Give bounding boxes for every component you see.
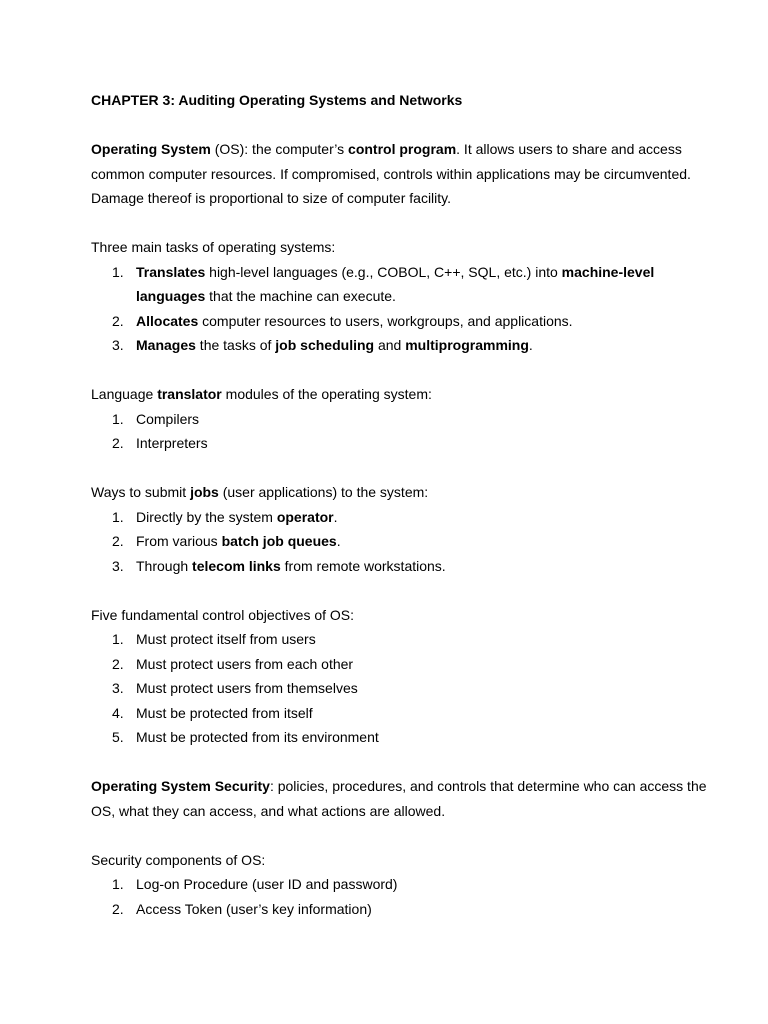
translator-section [91,382,708,456]
jobs-section [91,480,708,578]
list-item: 2. Allocates computer resources to users, workgroups, and applications. [112,312,573,329]
objectives-list [91,627,708,750]
translator-heading: Language translator modules of the operating system: [91,386,432,402]
jobs-list [91,505,708,579]
chapter-title: CHAPTER 3: Auditing Operating Systems and Networks [91,92,463,108]
security-term: Operating System Security [91,778,270,794]
list-item: 2. Access Token (user’s key information) [112,900,372,917]
list-item: 2. Must protect users from each other [112,655,354,672]
jobs-heading: Ways to submit jobs (user applications) to the system: [91,484,429,500]
list-item: 1. Must protect itself from users [112,631,316,647]
tasks-list [91,260,708,358]
list-item: 5. Must be protected from its environment [112,729,379,745]
tasks-heading: Three main tasks of operating systems: [91,239,336,255]
components-list [91,872,708,921]
tasks-section [91,235,708,358]
list-item: 1. Log-on Procedure (user ID and password) [112,876,398,892]
list-item: 2. From various batch job queues. [112,533,341,549]
os-definition: Operating System (OS): the computer’s control program. It allows users to share and access common computer resources. If compromised, controls within applications may be circumvented. Damage thereof is proportional to size of computer facility. [91,141,691,206]
objectives-heading: Five fundamental control objectives of OS: [91,606,355,623]
list-item: 2. Interpreters [112,435,208,451]
list-item: 3. Through telecom links from remote workstations. [112,557,446,574]
components-heading: Security components of OS: [91,851,266,868]
security-definition: Operating System Security: policies, procedures, and controls that determine who can access the OS, what they can access, and what actions are allowed. [91,778,707,819]
os-term: Operating System [91,141,211,157]
list-item: 4. Must be protected from itself [112,704,313,721]
list-item: 3. Must protect users from themselves [112,680,358,696]
list-item: 1. Directly by the system operator. [112,508,338,525]
list-item: 1. Translates high-level languages (e.g., COBOL, C++, SQL, etc.) into machine-level languages that the machine can execute. [112,263,655,304]
list-item: 3. Manages the tasks of job scheduling and multiprogramming. [112,337,533,353]
objectives-section [91,603,708,750]
list-item: 1. Compilers [112,410,200,427]
translator-list [91,407,708,456]
components-section [91,848,708,922]
control-program-term: control program [348,141,457,157]
